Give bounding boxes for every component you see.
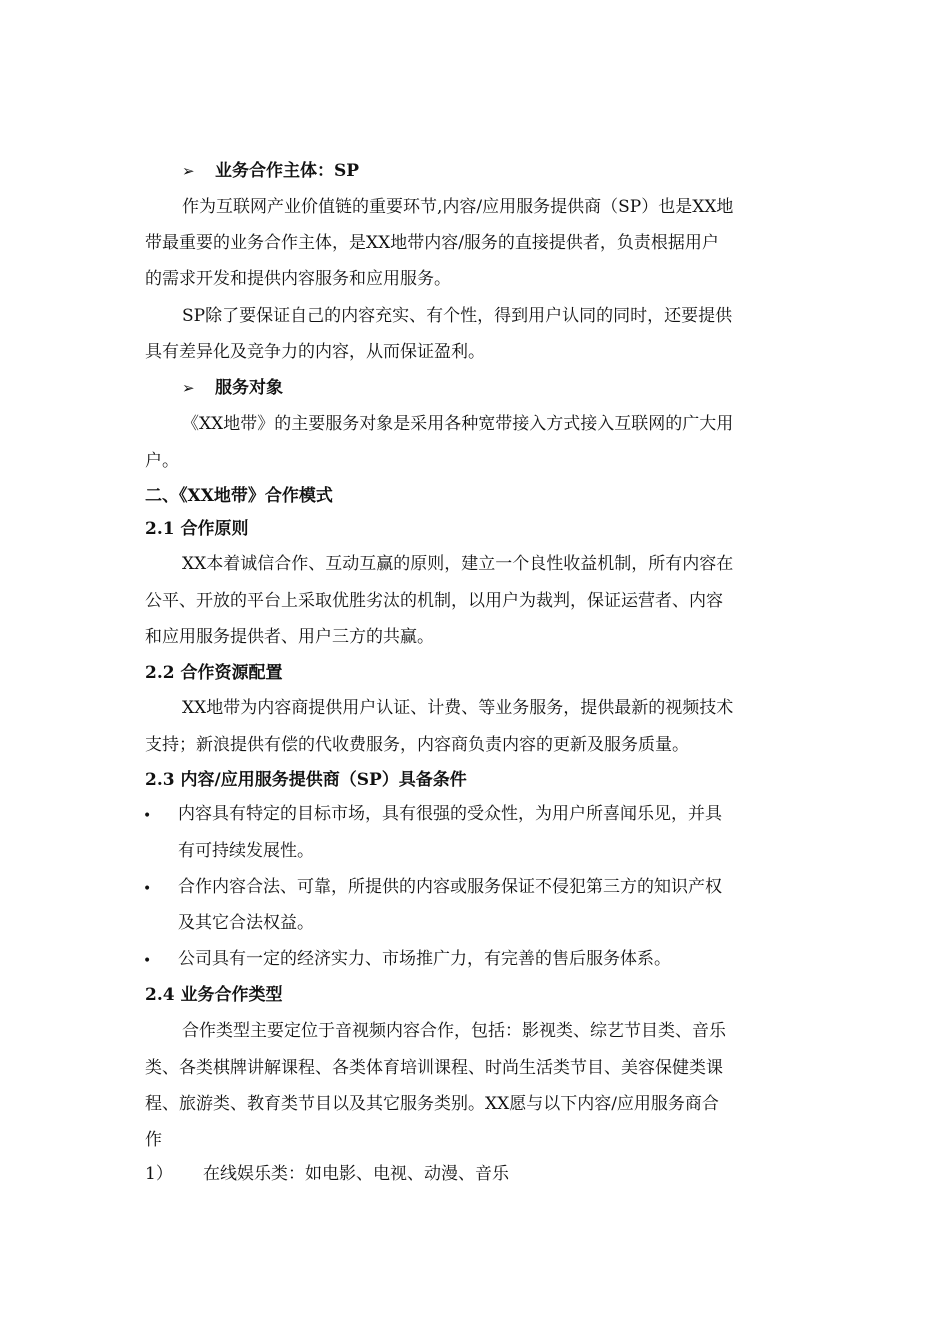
bullet-item-line: 公司具有一定的经济实力、市场推广力，有完善的售后服务体系。 [178,949,671,969]
heading-service-target: 服务对象 [215,378,283,398]
bullet-item-line: 合作内容合法、可靠，所提供的内容或服务保证不侵犯第三方的知识产权 [178,877,722,897]
section-heading-2-2: 2.2 合作资源配置 [145,663,283,683]
paragraph-line: 《XX地带》的主要服务对象是采用各种宽带接入方式接入互联网的广大用 [182,414,734,434]
list-item-number: 1） [145,1164,173,1184]
chapter-heading: 二、《XX地带》合作模式 [145,486,333,506]
paragraph-line: 作 [145,1130,162,1150]
arrow-bullet-icon: ➢ [182,379,195,397]
list-item-text: 在线娱乐类：如电影、电视、动漫、音乐 [203,1164,509,1184]
section-heading-2-1: 2.1 合作原则 [145,519,249,539]
paragraph-line: 作为互联网产业价值链的重要环节,内容/应用服务提供商（SP）也是XX地 [182,197,734,217]
bullet-dot-icon: • [143,953,152,969]
paragraph-line: SP除了要保证自己的内容充实、有个性，得到用户认同的同时，还要提供 [182,306,733,326]
heading-sp: 业务合作主体：SP [215,161,360,181]
paragraph-line: 合作类型主要定位于音视频内容合作，包括：影视类、综艺节目类、音乐 [182,1021,726,1041]
bullet-dot-icon: • [143,881,152,897]
paragraph-line: 和应用服务提供者、用户三方的共赢。 [145,627,434,647]
bullet-item-line: 及其它合法权益。 [178,913,314,933]
paragraph-line: 公平、开放的平台上采取优胜劣汰的机制，以用户为裁判，保证运营者、内容 [145,591,723,611]
paragraph-line: XX地带为内容商提供用户认证、计费、等业务服务，提供最新的视频技术 [182,698,734,718]
section-heading-2-3: 2.3 内容/应用服务提供商（SP）具备条件 [145,770,467,790]
paragraph-line: 具有差异化及竞争力的内容，从而保证盈利。 [145,342,485,362]
paragraph-line: 程、旅游类、教育类节目以及其它服务类别。XX愿与以下内容/应用服务商合 [145,1094,719,1114]
bullet-item-line: 内容具有特定的目标市场，具有很强的受众性，为用户所喜闻乐见，并具 [178,804,722,824]
paragraph-line: 支持；新浪提供有偿的代收费服务，内容商负责内容的更新及服务质量。 [145,735,689,755]
arrow-bullet-icon: ➢ [182,162,195,180]
paragraph-line: XX本着诚信合作、互动互赢的原则，建立一个良性收益机制，所有内容在 [182,554,734,574]
paragraph-line: 类、各类棋牌讲解课程、各类体育培训课程、时尚生活类节目、美容保健类课 [145,1058,723,1078]
paragraph-line: 户。 [145,451,179,471]
bullet-dot-icon: • [143,808,152,824]
section-heading-2-4: 2.4 业务合作类型 [145,985,283,1005]
paragraph-line: 带最重要的业务合作主体，是XX地带内容/服务的直接提供者，负责根据用户 [145,233,719,253]
paragraph-line: 的需求开发和提供内容服务和应用服务。 [145,269,451,289]
bullet-item-line: 有可持续发展性。 [178,841,314,861]
